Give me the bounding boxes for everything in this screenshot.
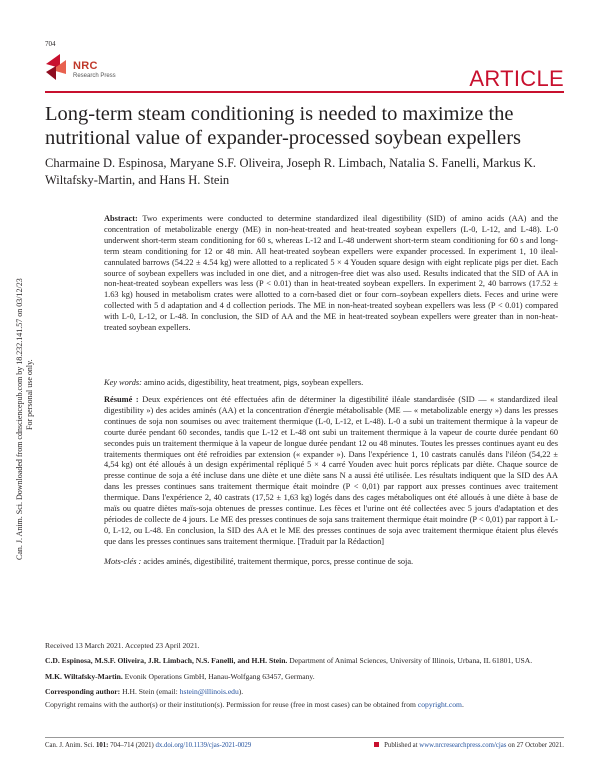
published-prefix: Published at bbox=[384, 742, 418, 749]
affiliation-2-text: Evonik Operations GmbH, Hanau-Wolfgang 63457, Germany. bbox=[124, 671, 315, 681]
copyright-link[interactable]: copyright.com bbox=[417, 699, 462, 709]
corresponding-end: ). bbox=[238, 687, 244, 697]
author-list: Charmaine D. Espinosa, Maryane S.F. Oliveira, Joseph R. Limbach, Natalia S. Fanelli, Markus K. Wiltafsky-Martin, and Hans H. Stein bbox=[45, 156, 536, 187]
article-title: Long-term steam conditioning is needed to maximize the nutritional value of expander-processed soybean expellers bbox=[45, 103, 522, 149]
logo-brand: NRC bbox=[73, 60, 98, 72]
affiliation-1 bbox=[45, 656, 560, 666]
footnotes bbox=[45, 641, 560, 715]
section-label: ARTICLE bbox=[469, 66, 564, 91]
affiliation-1-text: Department of Animal Sciences, University of Illinois, Urbana, IL 61801, USA. bbox=[289, 656, 533, 666]
keywords-label: Key words: bbox=[104, 378, 142, 387]
footer-citation bbox=[45, 742, 251, 749]
affiliation-1-names: C.D. Espinosa, M.S.F. Oliveira, J.R. Limbach, N.S. Fanelli, and H.H. Stein. bbox=[45, 656, 288, 666]
footer-published bbox=[374, 742, 564, 749]
journal-volume: 101: bbox=[95, 742, 109, 749]
side-note-line2: For personal use only. bbox=[25, 359, 34, 430]
nrc-logo-icon bbox=[46, 54, 70, 80]
resume bbox=[104, 395, 558, 548]
corresponding-author bbox=[45, 687, 560, 697]
mots-cles bbox=[104, 557, 558, 568]
side-download-note bbox=[15, 278, 35, 560]
mots-cles-text: acides aminés, digestibilité, traitement thermique, porcs, presse continue de soja. bbox=[143, 557, 414, 566]
keywords bbox=[104, 378, 558, 389]
abstract-text: Two experiments were conducted to determine standardized ileal digestibility (SID) of amino acids (AA) and the concentration of metabolizable energy (ME) in non-heat-treated and heat-treated soybean expellers (L-0, L-12, and L-48). L-0 underwent short-term steam conditioning for 60 s, whereas L-12 and L-48 underwent short-term steam conditioning for 60 s and long-term steam conditioning for 12 or 48 min. All heat-treated soybean expellers were expander processed. In experiment 1, 10 ileal-cannulated barrows (54.22 ± 4.54 kg) were allotted to a replicated 5 × 4 Youden square design with eight replicate pigs per diet. Each source of soybean expellers was included in one diet, and a nitrogen-free diet was also used. Results indicated that the SID of AA in non-heat-treated soybean expellers was less (P < 0.01) than in heat-treated soybean expellers. In experiment 2, 40 barrows (17.52 ± 1.63 kg) housed in metabolism crates were allotted to a corn-based diet or four corn–soybean expellers diets. Feces and urine were collected with 5 d adaptation and 4 d collection periods. The ME in non-heat-treated soybean expellers was less (P < 0.01) compared with L-0, L-12, or L-48. In conclusion, the SID of AA and the ME in heat-treated soybean expellers were greater than in non-heat-treated soybean expellers. bbox=[104, 214, 558, 333]
publisher-site-link[interactable]: www.nrcresearchpress.com/cjas bbox=[419, 742, 507, 749]
resume-label: Résumé : bbox=[104, 395, 139, 404]
published-suffix: on 27 October 2021. bbox=[508, 742, 564, 749]
doi-link[interactable]: dx.doi.org/10.1139/cjas-2021-0029 bbox=[155, 742, 252, 749]
side-note-line1: Can. J. Anim. Sci. Downloaded from cdnsciencepub.com by 18.232.141.57 on 03/12/23 bbox=[15, 278, 24, 560]
copyright-end: . bbox=[461, 699, 464, 709]
footer-rule bbox=[45, 737, 564, 738]
corresponding-label: Corresponding author: bbox=[45, 687, 121, 697]
affiliation-2-names: M.K. Wiltafsky-Martin. bbox=[45, 671, 123, 681]
copyright-notice bbox=[45, 700, 560, 710]
mots-cles-label: Mots-clés : bbox=[104, 557, 142, 566]
received-dates: Received 13 March 2021. Accepted 23 April 2021. bbox=[45, 641, 200, 650]
page-number: 704 bbox=[45, 40, 56, 48]
abstract bbox=[104, 214, 558, 334]
publisher-square-icon bbox=[374, 742, 379, 747]
copyright-text: Copyright remains with the author(s) or their institution(s). Permission for reuse (free in most cases) can be obtained from bbox=[45, 699, 416, 709]
logo-subtitle: Research Press bbox=[73, 73, 116, 79]
affiliation-2 bbox=[45, 672, 560, 682]
keywords-text: amino acids, digestibility, heat treatment, pigs, soybean expellers. bbox=[144, 378, 364, 387]
corresponding-email-link[interactable]: hstein@illinois.edu bbox=[179, 687, 239, 697]
corresponding-text: H.H. Stein (email: bbox=[122, 687, 178, 697]
journal-abbrev: Can. J. Anim. Sci. bbox=[45, 742, 95, 749]
nrc-logo bbox=[46, 54, 116, 88]
journal-pages: 704–714 (2021) bbox=[110, 742, 154, 749]
abstract-label: Abstract: bbox=[104, 214, 138, 223]
header-rule bbox=[45, 91, 564, 93]
resume-text: Deux expériences ont été effectuées afin de déterminer la digestibilité iléale standardisée (SID — « standardized ileal digestibility ») des acides aminés (AA) et la concentration d'énergie métabolisable (ME — « metabolizable energy ») dans les presses continues de soja non soumises ou avec traitement thermique (L-0, L-12, et L-48). L-0 a subi un traitement thermique à la vapeur de courte durée pendant 60 secondes, tandis que L-12 et L-48 ont subi un traitement thermique à la vapeur de courte durée pendant 60 secondes puis un traitement thermique à la vapeur de longue durée pendant 12 ou 48 minutes. Toutes les presses continues ayant eu des traitements thermiques ont été refroidies par extension (« expander »). Dans l'expérience 1, 10 castrats canulés dans l'iléon (54,22 ± 4,54 kg) ont été alloués à un design expérimental répliqué 5 × 4 carré Youden avec huit porcs réplicats par diète. Chaque source de presse continue de soja a été incluse dans une diète et une diète sans N a aussi été utilisée. Les résultats indiquent que la SID des AA dans les presses continues sans traitement thermique était moindre (P < 0,01) par rapport aux presses continues avec traitement thermique. Dans l'expérience 2, 40 castrats (17,52 ± 1,63 kg) logés dans des cages métaboliques ont été alloués à une diète à base de maïs ou quatre diètes maïs-soja obtenues de presses continue. Les fèces et l'urine ont été collectées avec 5 jours d'adaptation et des périodes de collecte de 4 jours. Le ME des presses continues de soja sans traitement thermique était moindre (P < 0,01) par rapport à L-0, L-12, ou L-48. En conclusion, la SID des AA et le ME des presses continues de soja avec traitement thermique étaient plus élevés que dans les presses continues sans traitement thermique. [Traduit par la Rédaction] bbox=[104, 395, 559, 546]
